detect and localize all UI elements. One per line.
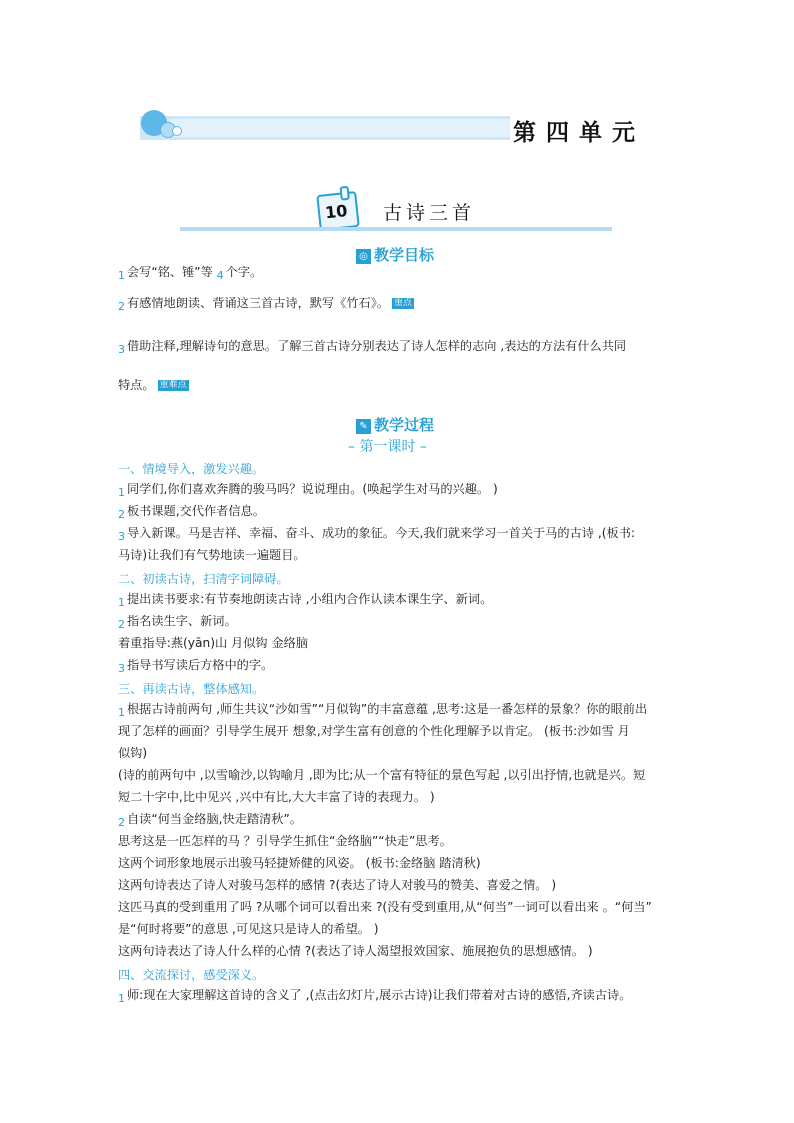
lesson-number-badge [316,191,360,231]
section-heading-2: 二、初读古诗，扫清字词障碍。 [118,572,289,586]
text-line: 2 板书课题,交代作者信息。 [118,504,265,521]
bubble-small-icon [172,126,182,136]
calendar-ring-icon [339,186,349,201]
goals-heading: ◎ 教学目标 [356,244,434,265]
goal-item-3-cont: 特点。 重难点 [118,378,187,392]
text-line: 似钩) [118,746,148,760]
lesson-underline [180,227,612,231]
text-line: 3 导入新课。马是吉祥、幸福、奋斗、成功的象征。今天,我们就来学习一首关于马的古诗 ,(板书: [118,526,635,543]
text-line: 是“何时将要”的意思 ,可见这只是诗人的希望。 ) [118,922,379,936]
text-line: 3 指导书写读后方格中的字。 [118,658,274,675]
text-line: 短二十字中,比中见兴 ,兴中有比,大大丰富了诗的表现力。 ) [118,790,435,804]
text-line: 1 同学们,你们喜欢奔腾的骏马吗？说说理由。(唤起学生对马的兴趣。 ) [118,482,498,499]
text-line: 2 指名读生字、新词。 [118,614,237,631]
lesson-number: 10 [324,201,349,223]
text-line: 1 师:现在大家理解这首诗的含义了 ,(点击幻灯片,展示古诗)让我们带着对古诗的感悟,齐读古诗。 [118,988,632,1005]
text-line: 马诗)让我们有气势地读一遍题目。 [118,548,306,562]
text-line: 这匹马真的受到重用了吗 ?从哪个词可以看出来 ?(没有受到重用,从“何当”一词可以看出来 。“何当” [118,900,652,914]
goal-item-2: 2 有感情地朗读、背诵这三首古诗，默写《竹石》。 重点 [118,296,413,313]
text-line: 思考这是一匹怎样的马 ？引导学生抓住“金络脑”“快走”思考。 [118,834,452,848]
text-line: 1 根据古诗前两句 ,师生共议“沙如雪”“月似钩”的丰富意蕴 ,思考:这是一番怎样的景象？你的眼前出 [118,702,648,719]
text-line: 着重指导:燕(yān)山 月似钩 金络脑 [118,636,309,650]
target-icon: ◎ [356,249,371,264]
section-heading-4: 四、交流探讨，感受深义。 [118,968,265,982]
lesson-title: 古诗三首 [383,202,476,224]
process-heading: ✎ 教学过程 [356,414,434,435]
text-line: 这两个词形象地展示出骏马轻捷矫健的风姿。 (板书:金络脑 踏清秋) [118,856,481,870]
text-line: 这两句诗表达了诗人对骏马怎样的感情 ?(表达了诗人对骏马的赞美、喜爱之情。 ) [118,878,557,892]
text-line: 现了怎样的画面？引导学生展开 想象,对学生富有创意的个性化理解予以肯定。 (板书:沙如雪 月 [118,724,630,738]
text-line: (诗的前两句中 ,以雪喻沙,以钩喻月 ,即为比;从一个富有特征的景色写起 ,以引出抒情,也就是兴。短 [118,768,646,782]
pen-icon: ✎ [356,419,371,434]
period-label: – 第一课时 – [348,439,427,455]
goal-item-3: 3 借助注释,理解诗句的意思。了解三首古诗分别表达了诗人怎样的志向 ,表达的方法有什么共同 [118,339,627,356]
section-heading-3: 三、再读古诗，整体感知。 [118,682,265,696]
difficult-point-tag: 重难点 [159,380,187,390]
text-line: 2 自读“何当金络脑,快走踏清秋”。 [118,812,302,829]
text-line: 这两句诗表达了诗人什么样的心情 ?(表达了诗人渴望报效国家、施展抱负的思想感情。 ) [118,944,593,958]
section-heading-1: 一、情境导入，激发兴趣。 [118,462,265,476]
goal-item-1: 1 会写“铭、锤”等 4 个字。 [118,265,263,282]
header-band-inner [170,119,510,137]
text-line: 1 提出读书要求:有节奏地朗读古诗 ,小组内合作认读本课生字、新词。 [118,592,493,609]
key-point-tag: 重点 [394,298,413,308]
unit-title: 第 四 单 元 [513,120,637,146]
